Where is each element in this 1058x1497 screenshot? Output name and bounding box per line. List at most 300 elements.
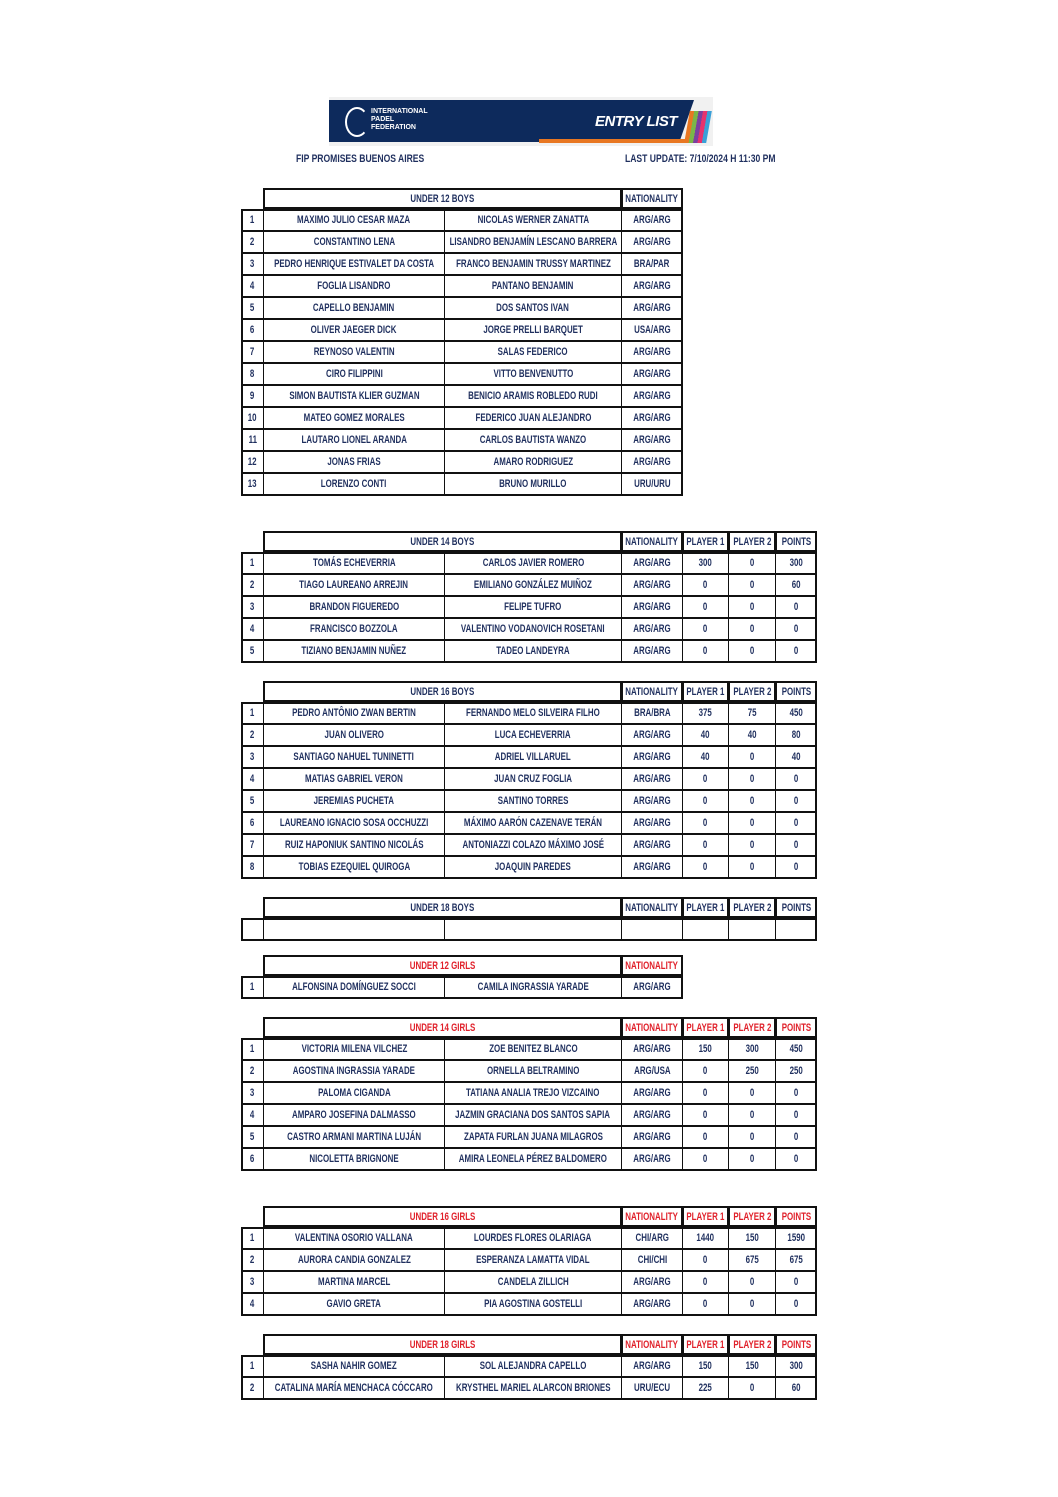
player2-name-text: FERNANDO MELO SILVEIRA FILHO <box>466 707 600 719</box>
row-number <box>241 429 264 451</box>
row-number-text: 1 <box>250 981 255 993</box>
player2-name-text: VALENTINO VODANOVICH ROSETANI <box>461 623 605 635</box>
player1-points <box>682 1293 729 1315</box>
nationality <box>621 1293 683 1315</box>
player2-points-text: 40 <box>747 729 757 741</box>
total-points <box>775 918 817 940</box>
header-points-text: POINTS <box>781 685 811 698</box>
row-number-text: 6 <box>250 817 255 829</box>
player2-points-text: 0 <box>749 1087 755 1099</box>
row-number-text: 10 <box>248 412 257 424</box>
nationality <box>621 385 683 407</box>
nationality-text: ARG/ARG <box>633 1131 671 1143</box>
player2-name-text: ZAPATA FURLAN JUANA MILAGROS <box>463 1131 603 1143</box>
header-player1 <box>682 1206 729 1227</box>
total-points-text: 0 <box>793 1276 799 1288</box>
player1-name-text: MATIAS GABRIEL VERON <box>305 773 403 785</box>
banner-title: ENTRY LIST <box>595 113 677 130</box>
player2-name-text: FELIPE TUFRO <box>504 601 562 613</box>
nationality <box>621 976 683 998</box>
nationality <box>621 640 683 662</box>
player2-name-text: FRANCO BENJAMIN TRUSSY MARTINEZ <box>455 258 611 270</box>
nationality-text: ARG/ARG <box>633 623 671 635</box>
row-number <box>241 1249 264 1271</box>
nationality-text: ARG/ARG <box>633 795 671 807</box>
section-title-text: UNDER 12 GIRLS <box>409 959 476 972</box>
header-nationality-text: NATIONALITY <box>625 685 679 698</box>
player1-name-text: CASTRO ARMANI MARTINA LUJÁN <box>286 1131 422 1143</box>
total-points-text: 300 <box>789 557 803 569</box>
total-points-text: 0 <box>793 817 799 829</box>
player2-points <box>728 856 776 878</box>
player2-name <box>444 702 622 724</box>
nationality-text: ARG/ARG <box>633 817 671 829</box>
player2-points-text: 0 <box>749 579 755 591</box>
row-number <box>241 574 264 596</box>
player1-name-text: PALOMA CIGANDA <box>317 1087 391 1099</box>
player1-name-text: LAUTARO LIONEL ARANDA <box>301 434 407 446</box>
player1-name <box>263 790 445 812</box>
player2-name-text: ANTONIAZZI COLAZO MÁXIMO JOSÉ <box>462 839 604 851</box>
row-number <box>241 1148 264 1170</box>
player2-points <box>728 1249 776 1271</box>
nationality-text: ARG/ARG <box>633 368 671 380</box>
player2-name <box>444 790 622 812</box>
total-points <box>775 1249 817 1271</box>
player1-name <box>263 1293 445 1315</box>
header-player1 <box>682 1334 729 1355</box>
player2-name-text: EMILIANO GONZÁLEZ MUIÑOZ <box>474 579 592 591</box>
nationality-text: ARG/ARG <box>633 839 671 851</box>
header-player2 <box>728 897 776 918</box>
player1-points-text: 0 <box>703 1254 708 1266</box>
header-points <box>775 1206 817 1227</box>
player2-name-text: SOL ALEJANDRA CAPELLO <box>479 1360 587 1372</box>
player2-points <box>728 1355 776 1377</box>
player2-points-text: 250 <box>745 1065 759 1077</box>
player2-points-text: 0 <box>749 795 755 807</box>
nationality-text: ARG/ARG <box>633 601 671 613</box>
player1-points <box>682 724 729 746</box>
player1-name-text: TIAGO LAUREANO ARREJIN <box>299 579 409 591</box>
player1-points-text: 0 <box>703 861 708 873</box>
player2-points-text: 300 <box>745 1043 759 1055</box>
total-points-text: 0 <box>793 861 799 873</box>
total-points-text: 0 <box>793 645 799 657</box>
total-points-text: 250 <box>789 1065 803 1077</box>
total-points-text: 40 <box>791 751 801 763</box>
player2-name-text: AMIRA LEONELA PÉREZ BALDOMERO <box>458 1153 608 1165</box>
player2-points <box>728 1227 776 1249</box>
total-points <box>775 702 817 724</box>
row-number-text: 2 <box>250 1254 255 1266</box>
player1-name-text: JONAS FRIAS <box>327 456 381 468</box>
row-number-text: 2 <box>250 1382 255 1394</box>
player1-name <box>263 1249 445 1271</box>
row-number-text: 6 <box>250 1153 255 1165</box>
row-number-text: 6 <box>250 324 255 336</box>
nationality-text: ARG/ARG <box>633 1360 671 1372</box>
row-number-text: 2 <box>250 236 255 248</box>
header-nationality-text: NATIONALITY <box>625 959 679 972</box>
nationality <box>621 1377 683 1399</box>
nationality <box>621 407 683 429</box>
player1-name-text: RUIZ HAPONIUK SANTINO NICOLÁS <box>284 839 424 851</box>
header-nationality <box>621 955 683 976</box>
row-number-text: 3 <box>250 1276 255 1288</box>
header-nationality <box>621 1017 683 1038</box>
player2-points-text: 0 <box>749 817 755 829</box>
nationality <box>621 1082 683 1104</box>
total-points <box>775 768 817 790</box>
player1-name-text: GAVIO GRETA <box>326 1298 382 1310</box>
row-number <box>241 319 264 341</box>
total-points-text: 0 <box>793 623 799 635</box>
player1-name <box>263 1148 445 1170</box>
row-number <box>241 1293 264 1315</box>
nationality-text: ARG/ARG <box>633 346 671 358</box>
nationality <box>621 319 683 341</box>
player2-name <box>444 834 622 856</box>
section-title-text: UNDER 18 GIRLS <box>409 1338 476 1351</box>
player2-name-text: BENICIO ARAMIS ROBLEDO RUDI <box>468 390 598 402</box>
player2-name-text: JUAN CRUZ FOGLIA <box>494 773 572 785</box>
player2-name-text: ORNELLA BELTRAMINO <box>486 1065 580 1077</box>
player1-name <box>263 275 445 297</box>
player1-points-text: 375 <box>698 707 713 719</box>
player2-name <box>444 1148 622 1170</box>
row-number <box>241 341 264 363</box>
player2-name <box>444 746 622 768</box>
nationality-text: ARG/ARG <box>633 645 671 657</box>
row-number <box>241 1377 264 1399</box>
total-points-text: 1590 <box>787 1232 805 1244</box>
header-nationality-text: NATIONALITY <box>625 192 679 205</box>
header-player2-text: PLAYER 2 <box>733 1338 772 1351</box>
player1-points <box>682 746 729 768</box>
row-number <box>241 790 264 812</box>
player1-name <box>263 746 445 768</box>
row-number <box>241 385 264 407</box>
header-player2-text: PLAYER 2 <box>733 1210 772 1223</box>
fip-banner <box>329 97 713 146</box>
player2-name <box>444 596 622 618</box>
header-player1 <box>682 531 729 552</box>
player1-points-text: 1440 <box>696 1232 715 1244</box>
nationality <box>621 297 683 319</box>
player1-name <box>263 640 445 662</box>
player2-name-text: LUCA ECHEVERRIA <box>495 729 571 741</box>
row-number <box>241 297 264 319</box>
player1-points <box>682 1227 729 1249</box>
banner-orange-line <box>539 139 689 143</box>
player2-name <box>444 407 622 429</box>
player2-name <box>444 574 622 596</box>
player1-points <box>682 918 729 940</box>
player1-name-text: VICTORIA MILENA VILCHEZ <box>301 1043 407 1055</box>
nationality-text: ARG/ARG <box>633 861 671 873</box>
player1-points <box>682 1377 729 1399</box>
total-points-text: 0 <box>793 1087 799 1099</box>
player1-points-text: 0 <box>703 645 708 657</box>
player1-name-text: SANTIAGO NAHUEL TUNINETTI <box>293 751 415 763</box>
nationality-text: URU/ECU <box>633 1382 671 1394</box>
total-points <box>775 812 817 834</box>
row-number-text: 1 <box>250 214 255 226</box>
section-title-text: UNDER 14 GIRLS <box>409 1021 476 1034</box>
player1-points-text: 0 <box>703 839 708 851</box>
total-points <box>775 1038 817 1060</box>
row-number <box>241 1082 264 1104</box>
nationality <box>621 451 683 473</box>
player2-name <box>444 1104 622 1126</box>
player2-name-text: CARLOS JAVIER ROMERO <box>482 557 584 569</box>
total-points <box>775 1104 817 1126</box>
player1-name-text: REYNOSO VALENTIN <box>313 346 395 358</box>
player2-name <box>444 618 622 640</box>
nationality-text: BRA/BRA <box>633 707 671 719</box>
nationality <box>621 1271 683 1293</box>
header-points-text: POINTS <box>781 535 811 548</box>
fip-logo-text: INTERNATIONAL PADEL FEDERATION <box>371 108 428 131</box>
fip-logo-icon <box>345 107 369 137</box>
nationality-text: ARG/ARG <box>633 302 671 314</box>
header-nationality-text: NATIONALITY <box>625 535 679 548</box>
total-points <box>775 1293 817 1315</box>
header-points <box>775 1017 817 1038</box>
player2-points <box>728 552 776 574</box>
header-points-text: POINTS <box>781 1338 811 1351</box>
total-points <box>775 724 817 746</box>
player1-name-text: SIMON BAUTISTA KLIER GUZMAN <box>288 390 420 402</box>
player2-name-text: PANTANO BENJAMIN <box>492 280 574 292</box>
row-number <box>241 724 264 746</box>
player2-points <box>728 1104 776 1126</box>
player2-name-text: FEDERICO JUAN ALEJANDRO <box>475 412 591 424</box>
total-points-text: 0 <box>793 839 799 851</box>
nationality-text: ARG/ARG <box>633 773 671 785</box>
header-player1-text: PLAYER 1 <box>686 1021 725 1034</box>
total-points-text: 450 <box>789 1043 803 1055</box>
row-number-text: 9 <box>250 390 255 402</box>
nationality <box>621 552 683 574</box>
player1-points-text: 0 <box>703 1153 708 1165</box>
nationality-text: ARG/ARG <box>633 729 671 741</box>
player1-points <box>682 1148 729 1170</box>
row-number <box>241 746 264 768</box>
player1-points <box>682 1038 729 1060</box>
total-points <box>775 790 817 812</box>
row-number-text: 3 <box>250 1087 255 1099</box>
header-points <box>775 531 817 552</box>
player2-name <box>444 209 622 231</box>
header-nationality <box>621 897 683 918</box>
header-player2-text: PLAYER 2 <box>733 1021 772 1034</box>
section-title <box>263 531 622 552</box>
player1-points-text: 40 <box>701 729 710 741</box>
row-number <box>241 596 264 618</box>
player2-name-text: NICOLAS WERNER ZANATTA <box>477 214 589 226</box>
player1-name <box>263 209 445 231</box>
header-player1 <box>682 897 729 918</box>
player2-points <box>728 596 776 618</box>
player1-points <box>682 552 729 574</box>
player2-name <box>444 341 622 363</box>
player1-name-text: CATALINA MARÍA MENCHACA CÓCCARO <box>274 1382 434 1394</box>
player1-points <box>682 1060 729 1082</box>
player1-name <box>263 385 445 407</box>
player2-points <box>728 574 776 596</box>
player2-name <box>444 385 622 407</box>
total-points <box>775 1227 817 1249</box>
player2-points <box>728 834 776 856</box>
player2-name <box>444 640 622 662</box>
nationality <box>621 618 683 640</box>
row-number-text: 7 <box>250 839 255 851</box>
player2-name <box>444 1355 622 1377</box>
row-number <box>241 1227 264 1249</box>
player2-points <box>728 812 776 834</box>
player1-name-text: CIRO FILIPPINI <box>325 368 383 380</box>
row-number-text: 2 <box>250 579 255 591</box>
player1-points <box>682 812 729 834</box>
player2-name-text: DOS SANTOS IVAN <box>496 302 570 314</box>
player1-name <box>263 856 445 878</box>
nationality <box>621 724 683 746</box>
nationality-text: ARG/ARG <box>633 236 671 248</box>
player1-name-text: LORENZO CONTI <box>321 478 387 490</box>
player2-points <box>728 702 776 724</box>
player1-name-text: FOGLIA LISANDRO <box>317 280 391 292</box>
player1-points <box>682 574 729 596</box>
header-player1-text: PLAYER 1 <box>686 685 725 698</box>
nationality-text: ARG/ARG <box>633 1276 671 1288</box>
player2-points <box>728 1293 776 1315</box>
player1-points-text: 0 <box>703 1109 708 1121</box>
player1-name <box>263 429 445 451</box>
player2-points <box>728 1148 776 1170</box>
player1-name-text: CONSTANTINO LENA <box>313 236 395 248</box>
total-points <box>775 834 817 856</box>
player1-points-text: 0 <box>703 1065 708 1077</box>
player2-points-text: 0 <box>749 839 755 851</box>
total-points <box>775 574 817 596</box>
player2-name <box>444 1271 622 1293</box>
player1-name-text: LAUREANO IGNACIO SOSA OCCHUZZI <box>279 817 429 829</box>
player2-points-text: 0 <box>749 1276 755 1288</box>
section-title-text: UNDER 16 GIRLS <box>409 1210 476 1223</box>
nationality-text: ARG/ARG <box>633 579 671 591</box>
row-number-text: 8 <box>250 861 255 873</box>
player2-points-text: 0 <box>749 623 755 635</box>
color-stripes-icon <box>684 111 712 143</box>
player2-name <box>444 429 622 451</box>
row-number <box>241 1060 264 1082</box>
nationality <box>621 1227 683 1249</box>
nationality-text: ARG/ARG <box>633 280 671 292</box>
player2-name-text: LISANDRO BENJAMÍN LESCANO BARRERA <box>449 236 617 248</box>
header-nationality <box>621 681 683 702</box>
player2-name-text: JOAQUIN PAREDES <box>494 861 571 873</box>
player2-name-text: CANDELA ZILLICH <box>497 1276 569 1288</box>
player2-name-text: TATIANA ANALIA TREJO VIZCAINO <box>466 1087 600 1099</box>
total-points <box>775 596 817 618</box>
player1-name-text: CAPELLO BENJAMIN <box>313 302 395 314</box>
player1-name <box>263 618 445 640</box>
header-points <box>775 681 817 702</box>
player2-points <box>728 1082 776 1104</box>
player1-name-text: FRANCISCO BOZZOLA <box>310 623 398 635</box>
player2-name <box>444 976 622 998</box>
nationality <box>621 1355 683 1377</box>
row-number <box>241 363 264 385</box>
section-title <box>263 1206 622 1227</box>
nationality <box>621 812 683 834</box>
row-number <box>241 253 264 275</box>
section-title <box>263 188 622 209</box>
nationality <box>621 834 683 856</box>
player2-name <box>444 275 622 297</box>
nationality-text: ARG/ARG <box>633 1109 671 1121</box>
total-points-text: 60 <box>791 1382 801 1394</box>
player2-points-text: 0 <box>749 645 755 657</box>
total-points-text: 0 <box>793 1153 799 1165</box>
player1-name <box>263 724 445 746</box>
player1-name-text: MATEO GOMEZ MORALES <box>303 412 405 424</box>
header-points-text: POINTS <box>781 1210 811 1223</box>
total-points-text: 0 <box>793 1109 799 1121</box>
player1-name <box>263 451 445 473</box>
row-number-text: 1 <box>250 1232 255 1244</box>
player2-points-text: 0 <box>749 751 755 763</box>
player2-name-text: KRYSTHEL MARIEL ALARCON BRIONES <box>455 1382 611 1394</box>
player1-name-text: AMPARO JOSEFINA DALMASSO <box>292 1109 416 1121</box>
player1-name <box>263 1355 445 1377</box>
nationality <box>621 1104 683 1126</box>
player2-points <box>728 1377 776 1399</box>
header-points-text: POINTS <box>781 1021 811 1034</box>
row-number <box>241 1038 264 1060</box>
nationality-text: ARG/ARG <box>633 981 671 993</box>
player2-points <box>728 724 776 746</box>
player1-name-text: AURORA CANDIA GONZALEZ <box>297 1254 411 1266</box>
player2-name <box>444 231 622 253</box>
row-number <box>241 209 264 231</box>
player1-name-text: MARTINA MARCEL <box>317 1276 391 1288</box>
row-number-text: 4 <box>250 280 255 292</box>
player1-name-text: TOBIAS EZEQUIEL QUIROGA <box>298 861 410 873</box>
player1-name-text: TIZIANO BENJAMIN NUÑEZ <box>301 645 407 657</box>
nationality-text: ARG/USA <box>633 1065 671 1077</box>
section-title <box>263 1017 622 1038</box>
section-title-text: UNDER 14 BOYS <box>410 535 475 548</box>
player2-name <box>444 1377 622 1399</box>
player1-points-text: 0 <box>703 817 708 829</box>
nationality-text: ARG/ARG <box>633 751 671 763</box>
row-number <box>241 231 264 253</box>
player1-points <box>682 834 729 856</box>
total-points-text: 300 <box>789 1360 803 1372</box>
header-nationality <box>621 531 683 552</box>
player2-points-text: 150 <box>745 1360 759 1372</box>
player1-name <box>263 1271 445 1293</box>
player1-points-text: 150 <box>698 1360 713 1372</box>
player2-name <box>444 451 622 473</box>
header-nationality <box>621 188 683 209</box>
row-number <box>241 702 264 724</box>
nationality-text: ARG/ARG <box>633 1298 671 1310</box>
player1-name <box>263 363 445 385</box>
